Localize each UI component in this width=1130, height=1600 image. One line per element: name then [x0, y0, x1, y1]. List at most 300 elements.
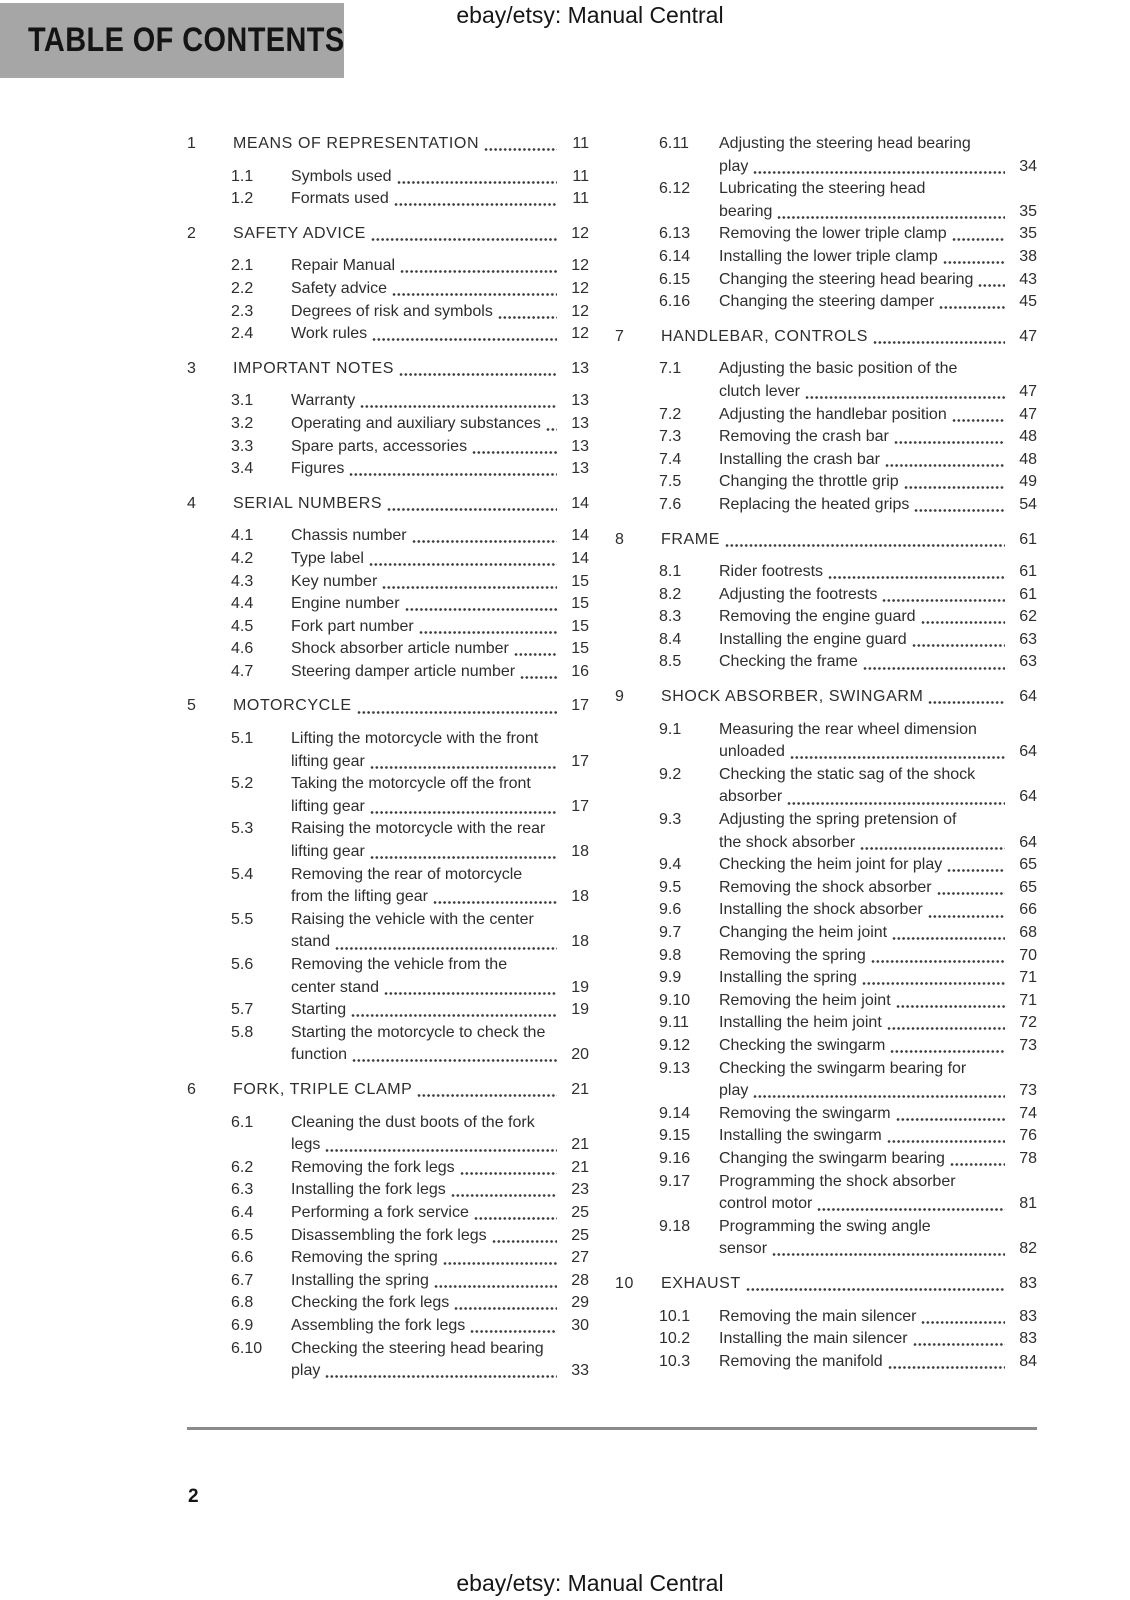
toc-title-last-line	[719, 156, 1037, 179]
toc-title-line: Lifting the motorcycle with the front	[291, 730, 539, 748]
dot-leader	[978, 284, 1005, 287]
toc-section-entry	[615, 291, 1037, 314]
toc-title-last-line	[291, 1157, 589, 1180]
toc-page-number: 12	[571, 257, 589, 275]
toc-title-line: lifting gear	[291, 843, 365, 861]
dot-leader	[325, 1149, 557, 1152]
toc-title-last-line	[291, 999, 589, 1022]
toc-entry-title	[291, 323, 589, 346]
dot-leader	[887, 1027, 1005, 1030]
toc-section-entry	[187, 548, 589, 571]
dot-leader	[352, 1059, 557, 1062]
toc-entry-title	[291, 1179, 589, 1202]
toc-title-last-line	[291, 255, 589, 278]
dot-leader	[370, 811, 557, 814]
toc-entry-title	[719, 945, 1037, 968]
toc-title-last-line	[719, 1125, 1037, 1148]
toc-section-entry	[187, 1157, 589, 1180]
dot-leader	[928, 701, 1005, 704]
toc-entry-number: 8.4	[659, 630, 682, 648]
toc-title-last-line	[719, 1238, 1037, 1261]
toc-section-entry	[187, 458, 589, 481]
dot-leader	[805, 396, 1005, 399]
dot-leader	[753, 171, 1005, 174]
toc-entry-title	[719, 1171, 1037, 1216]
toc-title-last-line	[291, 166, 589, 189]
toc-entry-title	[291, 728, 589, 773]
toc-title-line: play	[719, 1082, 749, 1100]
dot-leader	[514, 653, 557, 656]
toc-title-last-line	[719, 990, 1037, 1013]
toc-page-number: 49	[1019, 473, 1037, 491]
toc-entry-number: 8.5	[659, 653, 682, 671]
toc-page-number: 12	[571, 224, 589, 242]
toc-entry-title	[719, 1035, 1037, 1058]
toc-entry-title	[719, 719, 1037, 764]
toc-title-last-line	[291, 278, 589, 301]
toc-title-last-line	[291, 751, 589, 774]
toc-entry-number: 9.9	[659, 969, 682, 987]
toc-section-entry	[187, 278, 589, 301]
dot-leader	[862, 982, 1005, 985]
toc-entry-number: 8.3	[659, 608, 682, 626]
dot-leader	[921, 1321, 1005, 1324]
toc-title-line: Fork part number	[291, 617, 414, 635]
toc-entry-title	[291, 1315, 589, 1338]
toc-page-number: 43	[1019, 270, 1037, 288]
toc-title-line: Removing the swingarm	[719, 1104, 891, 1122]
toc-title-last-line	[291, 571, 589, 594]
toc-page-number: 34	[1019, 157, 1037, 175]
toc-entry-title	[719, 223, 1037, 246]
toc-entry-number: 4.6	[231, 640, 254, 658]
toc-section-entry	[187, 593, 589, 616]
toc-title-line: Installing the heim joint	[719, 1014, 882, 1032]
toc-section-entry	[615, 651, 1037, 674]
dot-leader	[349, 473, 557, 476]
dot-leader	[896, 1005, 1005, 1008]
dot-leader	[392, 293, 557, 296]
toc-section-entry	[187, 525, 589, 548]
dot-leader	[947, 869, 1005, 872]
toc-section-entry	[187, 436, 589, 459]
toc-title-line: Installing the fork legs	[291, 1181, 446, 1199]
toc-section-entry	[187, 255, 589, 278]
toc-title-last-line	[719, 449, 1037, 472]
toc-page-number: 12	[571, 325, 589, 343]
toc-entry-number: 5.4	[231, 865, 254, 883]
toc-title-last-line	[291, 413, 589, 436]
toc-entry-title	[719, 1012, 1037, 1035]
toc-entry-number: 10.2	[659, 1330, 691, 1348]
toc-title-line: Disassembling the fork legs	[291, 1226, 487, 1244]
toc-section-entry	[615, 494, 1037, 517]
toc-section-entry	[615, 133, 1037, 178]
toc-page-number: 17	[571, 797, 589, 815]
toc-page-number: 15	[571, 572, 589, 590]
toc-title-line: SHOCK ABSORBER, SWINGARM	[661, 688, 924, 706]
toc-title-line: Rider footrests	[719, 563, 824, 581]
dot-leader	[928, 915, 1005, 918]
toc-title-line: HANDLEBAR, CONTROLS	[661, 327, 868, 345]
toc-entry-title	[291, 1112, 589, 1157]
toc-title-line: Installing the engine guard	[719, 630, 907, 648]
toc-entry-number: 7	[615, 327, 625, 345]
toc-entry-number: 9.8	[659, 946, 682, 964]
toc-title-line: Removing the crash bar	[719, 428, 889, 446]
toc-page-number: 28	[571, 1271, 589, 1289]
toc-entry-title	[719, 764, 1037, 809]
dot-leader	[520, 676, 557, 679]
toc-title-line: MEANS OF REPRESENTATION	[233, 135, 480, 152]
toc-title-line: FRAME	[661, 530, 720, 548]
toc-entry-number: 9.10	[659, 991, 691, 1009]
toc-entry-title	[661, 326, 1037, 349]
toc-page-number: 25	[571, 1203, 589, 1221]
toc-title-last-line	[661, 326, 1037, 349]
toc-page-number: 65	[1019, 878, 1037, 896]
toc-title-last-line	[719, 381, 1037, 404]
toc-chapter-entry	[615, 529, 1037, 552]
toc-page-number: 13	[571, 414, 589, 432]
toc-section-entry	[615, 178, 1037, 223]
toc-page-number: 54	[1019, 495, 1037, 513]
toc-title-line: Removing the spring	[719, 946, 866, 964]
dot-leader	[484, 148, 557, 151]
toc-section-entry	[615, 809, 1037, 854]
toc-entry-title	[719, 922, 1037, 945]
toc-title-line: Removing the spring	[291, 1249, 438, 1267]
toc-title-last-line	[719, 494, 1037, 517]
toc-title-line: Checking the fork legs	[291, 1294, 450, 1312]
title-box	[0, 3, 344, 78]
toc-section-entry	[615, 1171, 1037, 1216]
toc-page-number: 29	[571, 1294, 589, 1312]
toc-title-line: Changing the steering head bearing	[719, 270, 974, 288]
toc-entry-title	[291, 301, 589, 324]
running-header: ebay/etsy: Manual Central	[456, 2, 724, 28]
toc-page-number: 30	[571, 1316, 589, 1334]
dot-leader	[871, 960, 1005, 963]
toc-title-last-line	[291, 1179, 589, 1202]
toc-title-line: Starting	[291, 1001, 347, 1019]
toc-entry-title	[719, 426, 1037, 449]
toc-entry-number: 2.1	[231, 257, 254, 275]
toc-section-entry	[615, 1216, 1037, 1261]
toc-title-last-line	[661, 1273, 1037, 1296]
toc-page-number: 14	[571, 527, 589, 545]
toc-entry-number: 3	[187, 359, 197, 377]
toc-entry-number: 4.7	[231, 662, 254, 680]
toc-entry-title	[233, 1079, 589, 1102]
dot-leader	[325, 1375, 557, 1378]
toc-title-last-line	[719, 967, 1037, 990]
running-footer: ebay/etsy: Manual Central	[456, 1570, 724, 1596]
toc-entry-number: 4.1	[231, 527, 254, 545]
toc-section-entry	[615, 584, 1037, 607]
toc-page-number: 25	[571, 1226, 589, 1244]
toc-page-number: 15	[571, 640, 589, 658]
toc-entry-number: 9.12	[659, 1036, 691, 1054]
toc-title-line: Degrees of risk and symbols	[291, 302, 493, 320]
toc-page-number: 17	[571, 697, 589, 715]
toc-entry-title	[291, 166, 589, 189]
toc-entry-title	[291, 999, 589, 1022]
toc-title-last-line	[719, 741, 1037, 764]
toc-title-last-line	[719, 269, 1037, 292]
toc-entry-number: 6.13	[659, 225, 691, 243]
dot-leader	[873, 341, 1005, 344]
toc-entry-title	[291, 255, 589, 278]
toc-entry-number: 6.15	[659, 270, 691, 288]
toc-entry-number: 7.3	[659, 428, 682, 446]
dot-leader	[335, 947, 557, 950]
dot-leader	[382, 586, 557, 589]
toc-entry-number: 3.2	[231, 414, 254, 432]
toc-title-last-line	[291, 548, 589, 571]
toc-column-left	[187, 133, 589, 1383]
dot-leader	[952, 238, 1005, 241]
toc-page-number: 38	[1019, 247, 1037, 265]
toc-title-line: Chassis number	[291, 527, 407, 545]
toc-entry-number: 5.8	[231, 1023, 254, 1041]
toc-title-line: center stand	[291, 978, 380, 996]
toc-entry-number: 8.2	[659, 585, 682, 603]
toc-entry-number: 6.7	[231, 1271, 254, 1289]
toc-title-line: Operating and auxiliary substances	[291, 414, 541, 432]
toc-page-number: 17	[571, 752, 589, 770]
toc-entry-title	[719, 967, 1037, 990]
toc-section-entry	[615, 922, 1037, 945]
toc-title-last-line	[719, 854, 1037, 877]
toc-entry-title	[291, 864, 589, 909]
toc-entry-number: 6.1	[231, 1113, 254, 1131]
dot-leader	[357, 711, 557, 714]
toc-entry-number: 6.10	[231, 1339, 263, 1357]
toc-title-last-line	[719, 1012, 1037, 1035]
toc-title-line: Programming the shock absorber	[719, 1172, 956, 1190]
toc-page-number: 71	[1019, 991, 1037, 1009]
toc-title-line: stand	[291, 933, 331, 951]
toc-entry-number: 6.4	[231, 1203, 254, 1221]
toc-section-entry	[615, 426, 1037, 449]
dot-leader	[546, 428, 557, 431]
toc-section-entry	[615, 945, 1037, 968]
toc-title-last-line	[291, 323, 589, 346]
toc-page-number: 63	[1019, 653, 1037, 671]
dot-leader	[397, 181, 558, 184]
toc-entry-number: 6.14	[659, 247, 691, 265]
toc-title-line: sensor	[719, 1240, 768, 1258]
toc-title-line: Formats used	[291, 190, 389, 208]
toc-title-last-line	[233, 133, 589, 156]
toc-title-last-line	[719, 201, 1037, 224]
toc-title-line: Removing the lower triple clamp	[719, 225, 947, 243]
dot-leader	[470, 1330, 557, 1333]
toc-chapter-entry	[615, 686, 1037, 709]
toc-entry-number: 9.4	[659, 856, 682, 874]
toc-title-last-line	[291, 638, 589, 661]
dot-leader	[492, 1240, 557, 1243]
dot-leader	[790, 756, 1005, 759]
toc-title-last-line	[291, 1134, 589, 1157]
toc-page-number: 11	[572, 167, 589, 185]
toc-section-entry	[615, 1035, 1037, 1058]
toc-section-entry	[187, 1292, 589, 1315]
toc-title-last-line	[291, 1270, 589, 1293]
toc-title-last-line	[719, 1328, 1037, 1351]
toc-title-line: Changing the throttle grip	[719, 473, 899, 491]
toc-section-entry	[187, 1179, 589, 1202]
toc-title-last-line	[719, 291, 1037, 314]
toc-entry-number: 2.3	[231, 302, 254, 320]
toc-title-line: Adjusting the footrests	[719, 585, 878, 603]
toc-entry-number: 9.11	[659, 1014, 689, 1032]
toc-entry-title	[719, 877, 1037, 900]
toc-entry-title	[719, 1306, 1037, 1329]
toc-entry-title	[661, 1273, 1037, 1296]
toc-entry-number: 1.2	[231, 190, 254, 208]
toc-title-last-line	[719, 246, 1037, 269]
toc-page-number: 48	[1019, 450, 1037, 468]
toc-title-line: Removing the main silencer	[719, 1307, 917, 1325]
toc-title-line: Raising the motorcycle with the rear	[291, 820, 546, 838]
toc-entry-number: 6.2	[231, 1158, 254, 1176]
toc-title-last-line	[719, 606, 1037, 629]
toc-entry-number: 2.2	[231, 279, 254, 297]
toc-page-number: 83	[1019, 1330, 1037, 1348]
toc-title-line: Spare parts, accessories	[291, 437, 468, 455]
toc-title-last-line	[233, 695, 589, 718]
toc-entry-number: 8	[615, 530, 625, 548]
toc-title-line: Cleaning the dust boots of the fork	[291, 1113, 535, 1131]
dot-leader	[777, 216, 1005, 219]
toc-title-last-line	[719, 832, 1037, 855]
toc-title-line: Installing the spring	[719, 969, 857, 987]
toc-page-number: 33	[571, 1362, 589, 1380]
toc-title-last-line	[291, 661, 589, 684]
toc-entry-title	[719, 1125, 1037, 1148]
toc-entry-title	[719, 854, 1037, 877]
toc-section-entry	[615, 877, 1037, 900]
toc-title-line: Checking the frame	[719, 653, 858, 671]
toc-title-last-line	[291, 458, 589, 481]
toc-entry-number: 9.1	[659, 720, 682, 738]
toc-entry-title	[719, 899, 1037, 922]
toc-entry-number: 5.5	[231, 910, 254, 928]
toc-title-last-line	[719, 1193, 1037, 1216]
toc-page-number: 20	[571, 1046, 589, 1064]
toc-title-line: Adjusting the steering head bearing	[719, 135, 971, 152]
toc-title-line: the shock absorber	[719, 833, 856, 851]
toc-title-last-line	[719, 404, 1037, 427]
toc-title-line: Repair Manual	[291, 257, 396, 275]
toc-page-number: 35	[1019, 202, 1037, 220]
toc-entry-title	[661, 686, 1037, 709]
dot-leader	[921, 621, 1005, 624]
toc-page-number: 15	[571, 595, 589, 613]
dot-leader	[863, 667, 1005, 670]
dot-leader	[399, 373, 557, 376]
toc-entry-title	[719, 471, 1037, 494]
toc-entry-number: 5.6	[231, 956, 254, 973]
toc-column-right	[615, 133, 1037, 1383]
toc-entry-title	[719, 990, 1037, 1013]
toc-entry-title	[291, 188, 589, 211]
toc-page-number: 23	[571, 1181, 589, 1199]
toc-entry-title	[291, 1292, 589, 1315]
toc-page-number: 48	[1019, 428, 1037, 446]
toc-entry-title	[291, 773, 589, 818]
toc-page-number: 18	[571, 843, 589, 861]
toc-title-line: Programming the swing angle	[719, 1217, 931, 1235]
toc-entry-number: 5.2	[231, 775, 254, 793]
toc-section-entry	[187, 999, 589, 1022]
toc-section-entry	[187, 1202, 589, 1225]
toc-title-line: Removing the rear of motorcycle	[291, 865, 523, 883]
toc-page-number: 47	[1019, 382, 1037, 400]
dot-leader	[914, 509, 1005, 512]
toc-title-line: lifting gear	[291, 797, 365, 815]
toc-page-number: 18	[571, 888, 589, 906]
toc-entry-title	[291, 1022, 589, 1067]
toc-section-entry	[187, 1225, 589, 1248]
toc-title-last-line	[291, 1360, 589, 1383]
toc-entry-title	[291, 661, 589, 684]
toc-title-last-line	[291, 390, 589, 413]
toc-title-last-line	[291, 841, 589, 864]
toc-entry-title	[719, 133, 1037, 178]
toc-entry-title	[291, 458, 589, 481]
toc-section-entry	[187, 323, 589, 346]
toc-entry-number: 9.13	[659, 1059, 691, 1077]
toc-section-entry	[187, 188, 589, 211]
dot-leader	[474, 1217, 557, 1220]
toc-section-entry	[615, 358, 1037, 403]
toc-page-number: 65	[1019, 856, 1037, 874]
toc-section-entry	[187, 1112, 589, 1157]
toc-section-entry	[615, 246, 1037, 269]
toc-title-line: play	[291, 1362, 321, 1380]
toc-page-number: 21	[571, 1080, 589, 1098]
toc-entry-number: 2.4	[231, 325, 254, 343]
dot-leader	[400, 270, 557, 273]
toc-entry-number: 5.1	[231, 730, 254, 748]
toc-title-line: Work rules	[291, 325, 368, 343]
toc-title-last-line	[719, 629, 1037, 652]
toc-title-line: Checking the swingarm bearing for	[719, 1059, 967, 1077]
dot-leader	[904, 486, 1005, 489]
toc-title-line: Removing the fork legs	[291, 1158, 455, 1176]
toc-entry-title	[291, 1157, 589, 1180]
toc-chapter-entry	[187, 695, 589, 718]
dot-leader	[890, 1050, 1005, 1053]
toc-title-last-line	[719, 1080, 1037, 1103]
toc-entry-number: 4	[187, 494, 197, 512]
toc-page-number: 11	[572, 190, 589, 208]
toc-page-number: 83	[1019, 1307, 1037, 1325]
toc-title-line: Changing the heim joint	[719, 924, 888, 941]
toc-page-number: 61	[1019, 563, 1037, 581]
toc-entry-title	[291, 616, 589, 639]
dot-leader	[460, 1172, 557, 1175]
toc-entry-number: 10.1	[659, 1307, 691, 1325]
toc-page-number: 81	[1019, 1195, 1037, 1213]
dot-leader	[370, 766, 557, 769]
toc-entry-number: 2	[187, 224, 197, 242]
toc-title-last-line	[291, 593, 589, 616]
toc-entry-title	[291, 818, 589, 863]
